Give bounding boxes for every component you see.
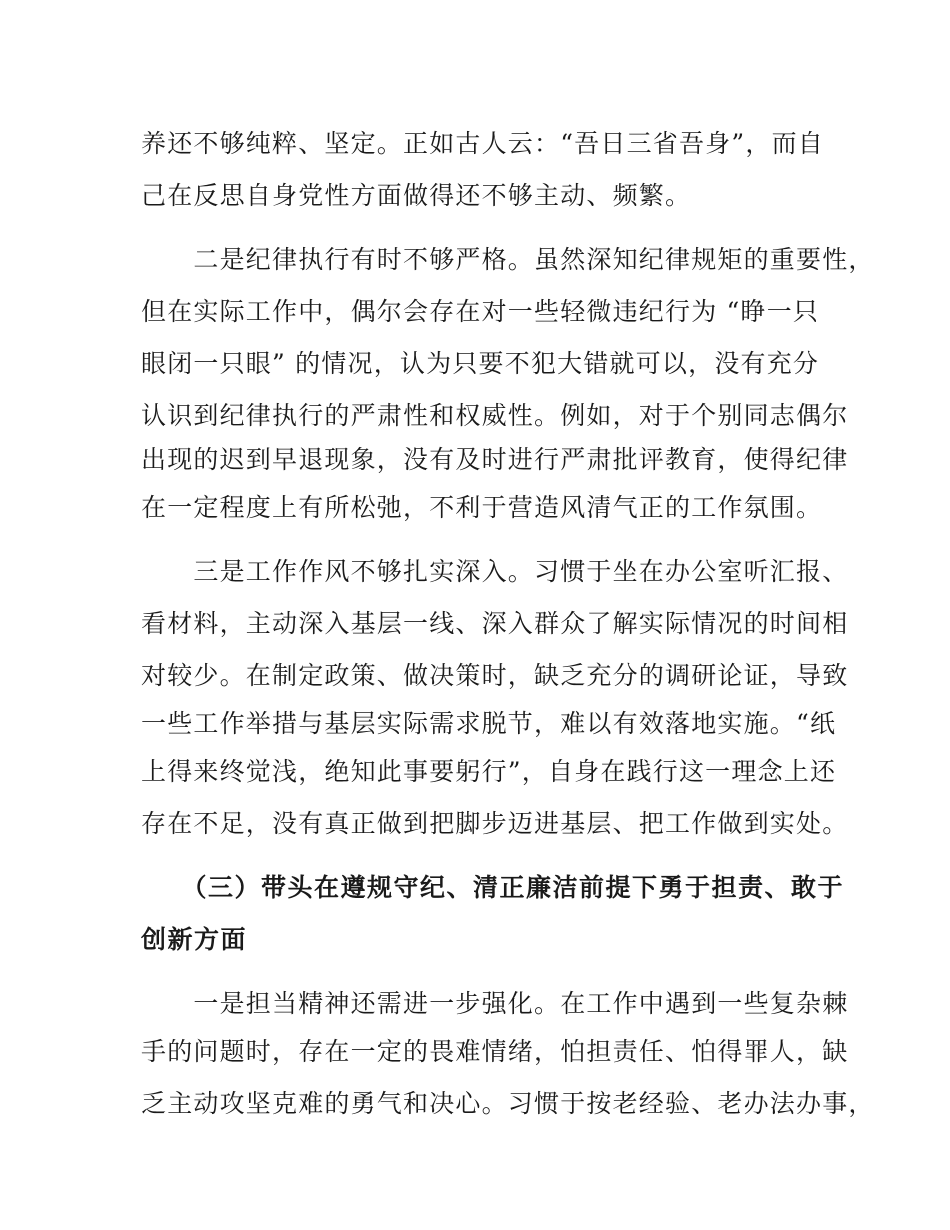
body-text-line: 在一定程度上有所松弛，不利于营造风清气正的工作氛围。 xyxy=(141,493,823,522)
body-text-line: 养还不够纯粹、坚定。正如古人云：“吾日三省吾身”，而自 xyxy=(141,129,824,158)
body-text-line: 一些工作举措与基层实际需求脱节，难以有效落地实施。“纸 xyxy=(141,709,837,738)
body-text-line: 存在不足，没有真正做到把脚步迈进基层、把工作做到实处。 xyxy=(141,809,849,838)
section-heading-line: （三）带头在遵规守纪、清正廉洁前提下勇于担责、敢于 xyxy=(141,873,845,902)
body-text-line: 手的问题时，存在一定的畏难情绪，怕担责任、怕得罪人，缺 xyxy=(141,1037,849,1066)
body-text-line: 眼闭一只眼” 的情况，认为只要不犯大错就可以，没有充分 xyxy=(141,349,820,378)
body-text-line: 乏主动攻坚克难的勇气和决心。习惯于按老经验、老办法办事， xyxy=(141,1089,875,1118)
body-text-line: 一是担当精神还需进一步强化。在工作中遇到一些复杂棘 xyxy=(141,989,849,1018)
body-text-line: 二是纪律执行有时不够严格。虽然深知纪律规矩的重要性， xyxy=(141,245,875,274)
body-text-line: 认识到纪律执行的严肃性和权威性。例如，对于个别同志偶尔 xyxy=(141,401,849,430)
section-heading-line: 创新方面 xyxy=(141,925,248,954)
body-text-line: 对较少。在制定政策、做决策时，缺乏充分的调研论证，导致 xyxy=(141,661,849,690)
body-text-line: 看材料，主动深入基层一线、深入群众了解实际情况的时间相 xyxy=(141,609,849,638)
body-text-line: 出现的迟到早退现象，没有及时进行严肃批评教育，使得纪律 xyxy=(141,445,849,474)
body-text-line: 己在反思自身党性方面做得还不够主动、频繁。 xyxy=(141,181,692,210)
body-text-line: 上得来终觉浅，绝知此事要躬行”，自身在践行这一理念上还 xyxy=(141,757,837,786)
body-text-line: 但在实际工作中，偶尔会存在对一些轻微违纪行为 “睁一只 xyxy=(141,297,820,326)
body-text-line: 三是工作作风不够扎实深入。习惯于坐在办公室听汇报、 xyxy=(141,557,849,586)
